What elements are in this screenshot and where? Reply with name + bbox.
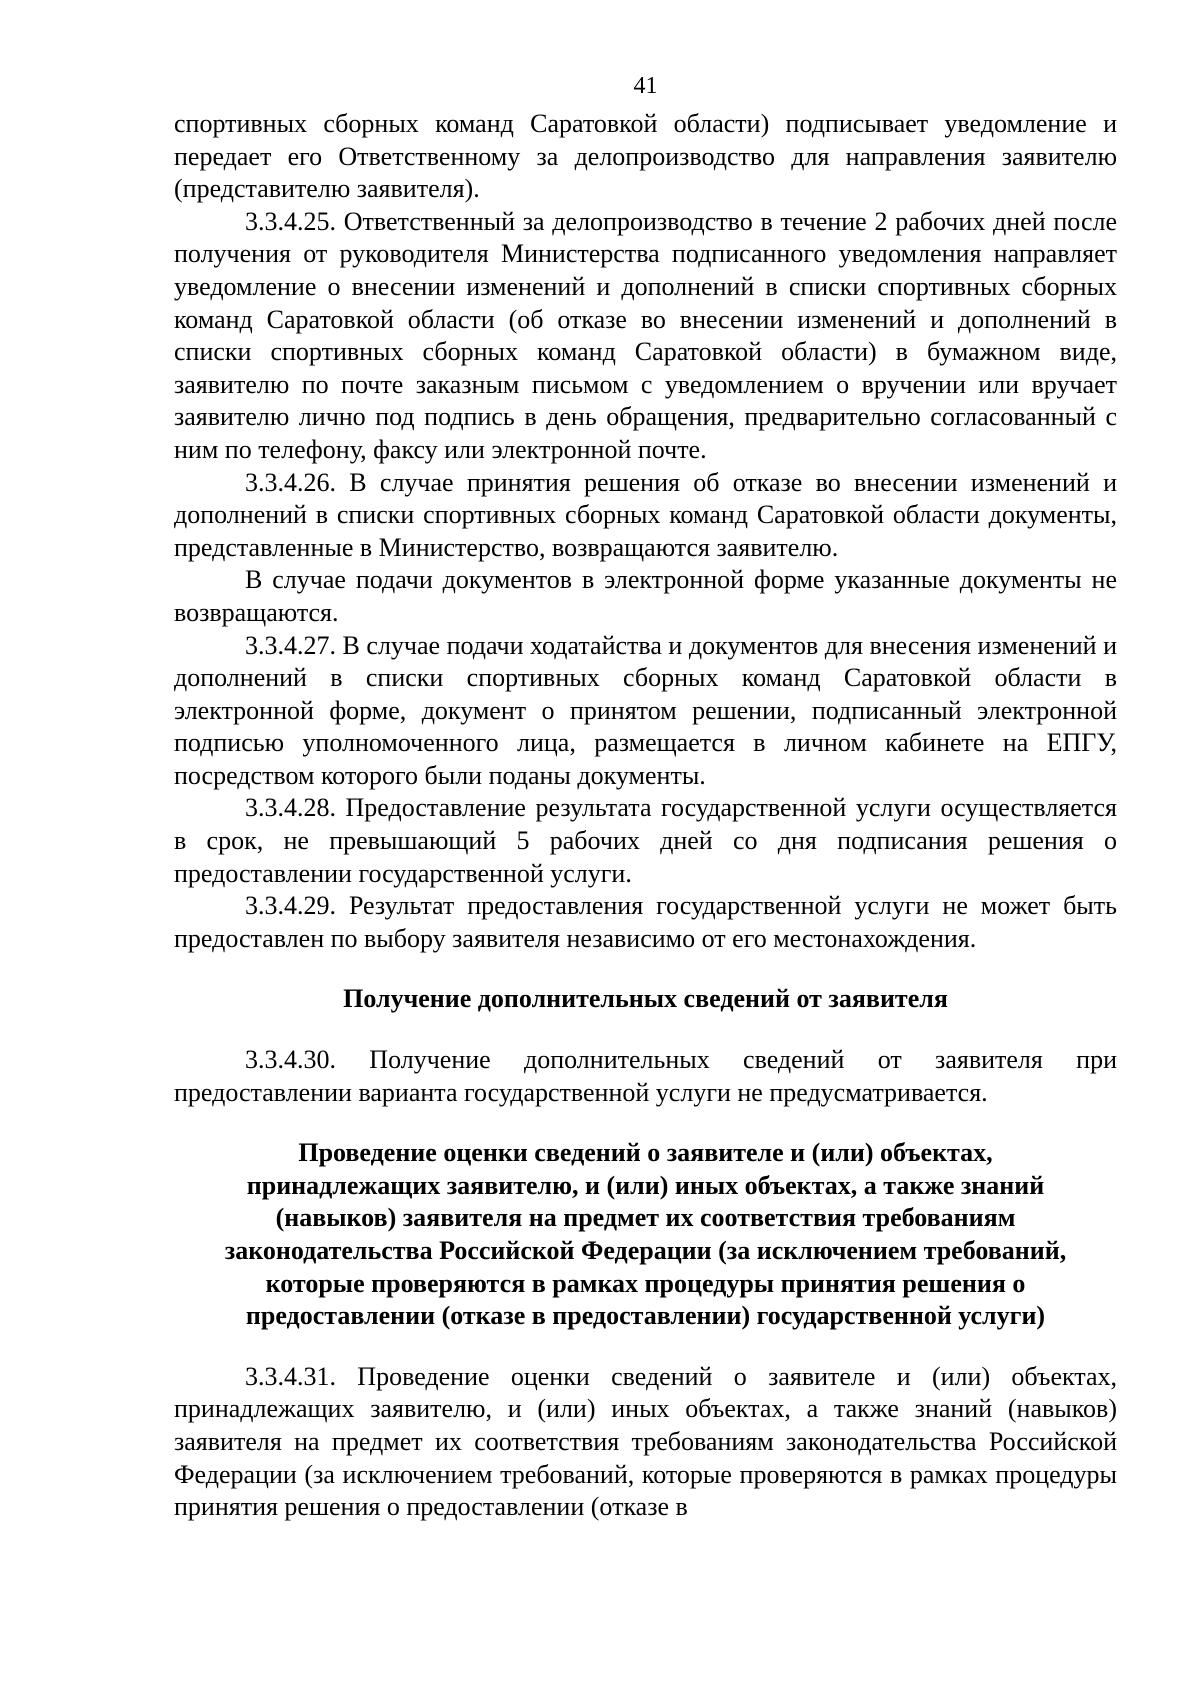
section-results-delivery — [174, 108, 1117, 955]
page-number: 41 — [633, 73, 658, 99]
paragraph-3-3-4-28: 3.3.4.28. Предоставление результата государственной услуги осуществляется в срок, не превышающий 5 рабочих дней со дня подписания решения о предоставлении государственной услуги. — [174, 793, 1117, 888]
heading-line: которые проверяются в рамках процедуры принятия решения о — [265, 1268, 1026, 1298]
section-heading-assessment — [174, 1137, 1117, 1333]
paragraph-3-3-4-26: 3.3.4.26. В случае принятия решения об отказе во внесении изменений и дополнений в списки спортивных сборных команд Саратовкой области документы, представленные в Министерство, возвращаются заявителю. — [174, 467, 1117, 562]
heading-line: законодательства Российской Федерации (за исключением требований, — [224, 1236, 1067, 1265]
paragraph-3-3-4-29: 3.3.4.29. Результат предоставления государственной услуги не может быть предоставлен по выбору заявителя независимо от его местонахождения. — [174, 891, 1117, 953]
section-heading-additional-info: Получение дополнительных сведений от заявителя — [343, 984, 948, 1014]
heading-line: предоставлении (отказе в предоставлении) государственной услуги) — [245, 1301, 1046, 1331]
paragraph-3-3-4-25: 3.3.4.25. Ответственный за делопроизводство в течение 2 рабочих дней после получения от руководителя Министерства подписанного уведомления направляет уведомление о внесении изменений и дополнений в списки спортивных сборных команд Саратовкой области (об отказе во внесении изменений и дополнений в списки спортивных сборных команд Саратовкой области) в бумажном виде, заявителю по почте заказным письмом с уведомлением о вручении или вручает заявителю лично под подпись в день обращения, предварительно согласованный с ним по телефону, факсу или электронной почте. — [174, 206, 1117, 464]
paragraph-electronic-docs: В случае подачи документов в электронной форме указанные документы не возвращаются. — [174, 565, 1117, 627]
paragraph-3-3-4-27: 3.3.4.27. В случае подачи ходатайства и документов для внесения изменений и дополнений в списки спортивных сборных команд Саратовкой области в электронной форме, документ о принятом решении, подписанный электронной подписью уполномоченного лица, размещается в личном кабинете на ЕПГУ, посредством которого были поданы документы. — [174, 630, 1117, 790]
heading-line: Проведение оценки сведений о заявителе и (или) объектах, — [298, 1138, 993, 1168]
heading-line: (навыков) заявителя на предмет их соответствия требованиям — [275, 1203, 1016, 1233]
paragraph-3-3-4-30: 3.3.4.30. Получение дополнительных сведений от заявителя при предоставлении варианта государственной услуги не предусматривается. — [174, 1045, 1117, 1107]
paragraph-3-3-4-31: 3.3.4.31. Проведение оценки сведений о заявителе и (или) объектах, принадлежащих заявителю, и (или) иных объектах, а также знаний (навыков) заявителя на предмет их соответствия требованиям законодательства Российской Федерации (за исключением требований, которые проверяются в рамках процедуры принятия решения о предоставлении (отказе в — [174, 1361, 1117, 1522]
paragraph-continuation: спортивных сборных команд Саратовкой области) подписывает уведомление и передает его Ответственному за делопроизводство для направления заявителю (представителю заявителя). — [174, 109, 1117, 204]
heading-line: принадлежащих заявителю, и (или) иных объектах, а также знаний — [246, 1170, 1045, 1200]
